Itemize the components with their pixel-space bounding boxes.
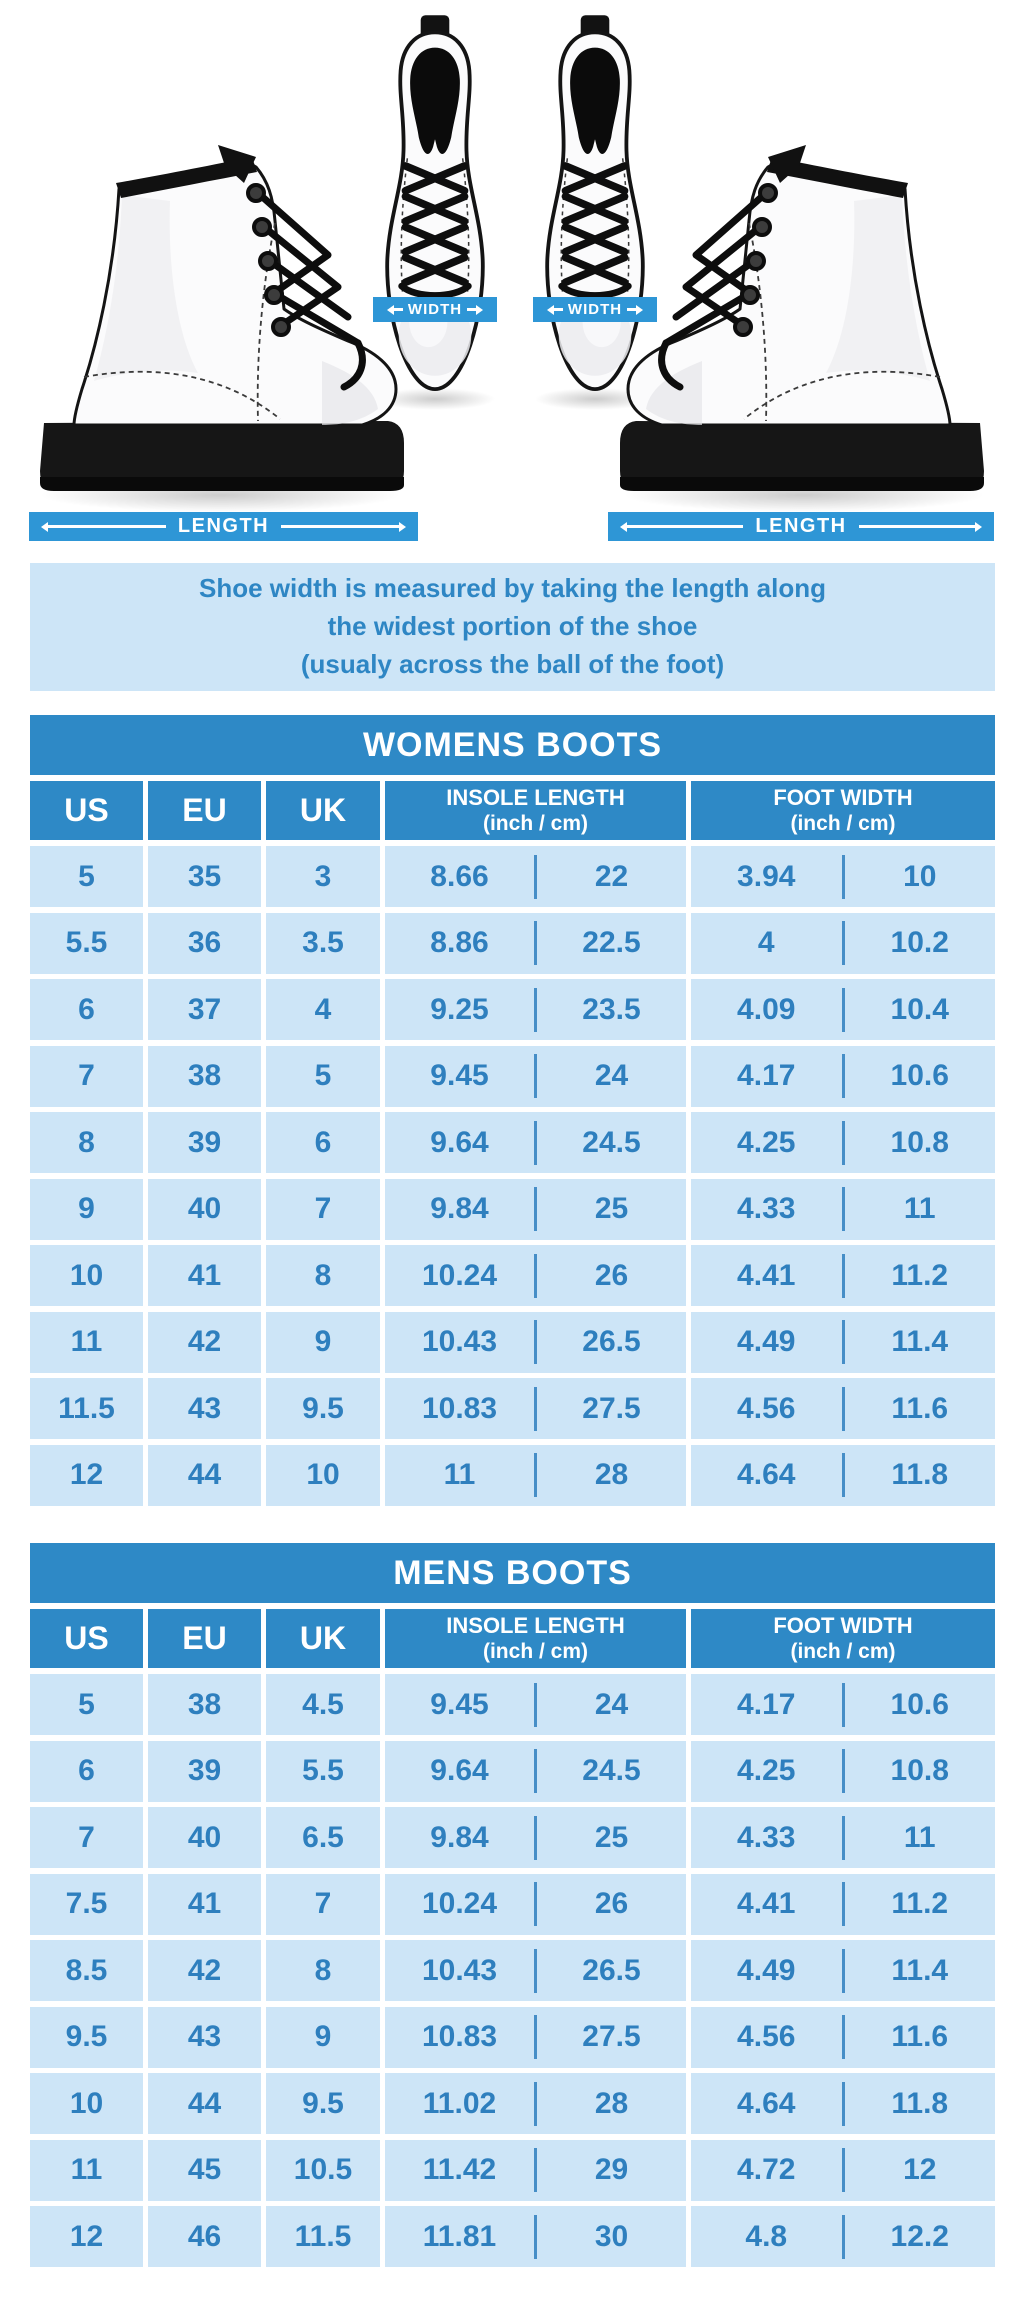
uk-cell: 6 [266, 1112, 380, 1173]
footwidth-cell [691, 2140, 995, 2201]
insole-cm-cell: 26 [594, 1887, 629, 1920]
header-insole-length [385, 1609, 686, 1668]
uk-cell: 9.5 [266, 2073, 380, 2134]
footwidth-cm-cell: 11.6 [891, 1391, 949, 1425]
uk-cell: 8 [266, 1245, 380, 1306]
cell-divider [842, 1816, 845, 1860]
header-uk: UK [266, 781, 380, 840]
footwidth-inch-cell: 4.56 [737, 2020, 796, 2053]
footwidth-inch-cell: 4.64 [737, 1458, 796, 1491]
cell-divider [534, 1949, 537, 1993]
cell-divider [534, 2015, 537, 2059]
insole-inch-cell: 10.43 [421, 1953, 498, 1987]
cell-divider [842, 1387, 845, 1431]
header-foot-title: FOOT WIDTH [773, 1612, 913, 1638]
insole-inch-cell: 11.42 [422, 2153, 497, 2186]
footwidth-cell [691, 913, 995, 974]
cell-divider [842, 1453, 845, 1497]
cell-divider [534, 921, 537, 965]
size-row [30, 1741, 995, 1802]
right-arrow-icon [467, 305, 483, 315]
uk-cell: 9 [266, 2007, 380, 2068]
right-arrow-icon [859, 522, 982, 532]
header-insole-title: INSOLE LENGTH [446, 784, 625, 810]
header-foot-title: FOOT WIDTH [773, 784, 913, 810]
mens-boots-table [30, 1543, 995, 2267]
footwidth-cm-cell: 11.2 [891, 1887, 949, 1920]
cell-divider [534, 855, 537, 899]
uk-cell: 10.5 [266, 2140, 380, 2201]
insole-cm-cell: 23.5 [582, 992, 641, 1026]
size-row [30, 1378, 995, 1439]
header-us: US [30, 1609, 143, 1668]
cell-divider [534, 1254, 537, 1298]
boot-side-left-image [22, 125, 412, 510]
header-insole-units: (inch / cm) [482, 812, 588, 836]
eu-cell: 40 [148, 1179, 261, 1240]
header-foot-units: (inch / cm) [790, 812, 896, 836]
eu-cell: 44 [148, 2073, 261, 2134]
us-cell: 11 [30, 2140, 143, 2201]
footwidth-inch-cell: 4.09 [737, 992, 796, 1026]
footwidth-cell [691, 1807, 995, 1868]
cell-divider [534, 2215, 537, 2259]
note-line-3: (usualy across the ball of the foot) [300, 648, 725, 679]
boot-side-right-image [612, 125, 1002, 510]
note-line-1: Shoe width is measured by taking the length along [199, 573, 826, 604]
footwidth-cell [691, 2007, 995, 2068]
eu-cell: 37 [148, 979, 261, 1040]
insole-cell [385, 2007, 686, 2068]
header-insole-length [385, 781, 686, 840]
uk-cell: 10 [266, 1445, 380, 1506]
us-cell: 12 [30, 2206, 143, 2267]
footwidth-cell [691, 1046, 995, 1107]
uk-cell: 11.5 [266, 2206, 380, 2267]
us-cell: 6 [30, 979, 143, 1040]
eu-cell: 44 [148, 1445, 261, 1506]
insole-cm-cell: 25 [594, 1192, 629, 1225]
size-row [30, 2206, 995, 2267]
footwidth-cell [691, 1874, 995, 1935]
us-cell: 10 [30, 1245, 143, 1306]
eu-cell: 36 [148, 913, 261, 974]
size-row [30, 846, 995, 907]
footwidth-cm-cell: 11.4 [891, 1325, 949, 1358]
footwidth-cm-cell: 10.8 [890, 1754, 949, 1787]
womens-table-title: WOMENS BOOTS [30, 715, 995, 775]
header-eu: EU [148, 1609, 261, 1668]
footwidth-inch-cell: 4.17 [737, 1687, 796, 1721]
insole-cell [385, 1741, 686, 1802]
cell-divider [842, 1320, 845, 1364]
cell-divider [842, 2015, 845, 2059]
insole-cm-cell: 30 [594, 2219, 629, 2253]
footwidth-cm-cell: 12 [903, 2153, 937, 2186]
footwidth-cell [691, 1378, 995, 1439]
footwidth-cm-cell: 11 [903, 1192, 936, 1225]
left-arrow-icon [547, 305, 563, 315]
insole-cm-cell: 28 [594, 2086, 629, 2120]
header-uk: UK [266, 1609, 380, 1668]
eu-cell: 43 [148, 2007, 261, 2068]
size-row [30, 1874, 995, 1935]
insole-cell [385, 913, 686, 974]
uk-cell: 5 [266, 1046, 380, 1107]
us-cell: 11 [30, 1312, 143, 1373]
size-row [30, 1179, 995, 1240]
us-cell: 5.5 [30, 913, 143, 974]
womens-table-rows [30, 846, 995, 1506]
cell-divider [842, 1683, 845, 1727]
uk-cell: 9 [266, 1312, 380, 1373]
footwidth-cm-cell: 10.6 [890, 1687, 949, 1721]
cell-divider [842, 1749, 845, 1793]
cell-divider [842, 1187, 845, 1231]
cell-divider [534, 1882, 537, 1926]
footwidth-inch-cell: 4.49 [737, 1325, 796, 1358]
eu-cell: 42 [148, 1940, 261, 2001]
left-arrow-icon [620, 522, 743, 532]
insole-cm-cell: 26.5 [582, 1325, 641, 1358]
footwidth-cm-cell: 10.8 [890, 1125, 949, 1159]
cell-divider [534, 1453, 537, 1497]
insole-cm-cell: 26 [594, 1258, 629, 1292]
footwidth-cm-cell: 10 [903, 859, 937, 893]
size-row [30, 1312, 995, 1373]
left-arrow-icon [41, 522, 166, 532]
uk-cell: 8 [266, 1940, 380, 2001]
eu-cell: 46 [148, 2206, 261, 2267]
us-cell: 8.5 [30, 1940, 143, 2001]
footwidth-cm-cell: 12.2 [890, 2219, 949, 2253]
cell-divider [534, 2148, 537, 2192]
cell-divider [842, 2148, 845, 2192]
us-cell: 12 [30, 1445, 143, 1506]
cell-divider [534, 1387, 537, 1431]
footwidth-inch-cell: 4 [757, 926, 775, 959]
header-foot-width [691, 781, 995, 840]
footwidth-cell [691, 1940, 995, 2001]
us-cell: 5 [30, 846, 143, 907]
insole-inch-cell: 8.66 [430, 859, 489, 893]
footwidth-inch-cell: 4.25 [737, 1125, 796, 1159]
insole-inch-cell: 9.25 [430, 992, 489, 1026]
footwidth-inch-cell: 4.64 [737, 2086, 796, 2120]
width-measurement-note [30, 563, 995, 691]
size-row [30, 979, 995, 1040]
right-arrow-icon [281, 522, 406, 532]
header-foot-units: (inch / cm) [790, 1640, 896, 1664]
uk-cell: 6.5 [266, 1807, 380, 1868]
width-measure-band-left [373, 297, 497, 322]
width-measure-band-right [533, 297, 657, 322]
footwidth-cm-cell: 10.2 [890, 926, 949, 959]
us-cell: 7 [30, 1046, 143, 1107]
size-row [30, 1674, 995, 1735]
left-arrow-icon [387, 305, 403, 315]
width-label: WIDTH [407, 301, 463, 318]
insole-cm-cell: 24 [594, 1687, 629, 1721]
uk-cell: 3.5 [266, 913, 380, 974]
insole-inch-cell: 11.02 [422, 2086, 497, 2120]
footwidth-cm-cell: 11.4 [891, 1953, 949, 1987]
womens-table-header-row [30, 781, 995, 840]
eu-cell: 41 [148, 1874, 261, 1935]
boots-photo-section [0, 0, 1024, 560]
insole-cm-cell: 22 [594, 859, 629, 893]
insole-cm-cell: 24.5 [582, 1125, 641, 1159]
footwidth-cell [691, 1741, 995, 1802]
length-measure-bar-left [29, 512, 418, 541]
eu-cell: 35 [148, 846, 261, 907]
footwidth-cell [691, 1312, 995, 1373]
eu-cell: 40 [148, 1807, 261, 1868]
size-row [30, 1245, 995, 1306]
cell-divider [842, 1254, 845, 1298]
us-cell: 8 [30, 1112, 143, 1173]
header-eu: EU [148, 781, 261, 840]
footwidth-inch-cell: 4.17 [737, 1059, 796, 1092]
uk-cell: 4 [266, 979, 380, 1040]
insole-cell [385, 1179, 686, 1240]
footwidth-cm-cell: 11 [903, 1820, 936, 1854]
uk-cell: 7 [266, 1874, 380, 1935]
insole-cell [385, 1378, 686, 1439]
insole-inch-cell: 9.64 [430, 1754, 489, 1787]
footwidth-inch-cell: 4.33 [737, 1192, 796, 1225]
footwidth-inch-cell: 4.8 [745, 2219, 788, 2253]
insole-inch-cell: 10.43 [421, 1325, 498, 1358]
eu-cell: 42 [148, 1312, 261, 1373]
insole-cell [385, 1046, 686, 1107]
insole-cm-cell: 29 [594, 2153, 629, 2186]
cell-divider [842, 2215, 845, 2259]
uk-cell: 9.5 [266, 1378, 380, 1439]
footwidth-inch-cell: 4.56 [737, 1391, 796, 1425]
insole-inch-cell: 9.45 [430, 1059, 489, 1092]
footwidth-cm-cell: 10.4 [890, 992, 949, 1026]
right-arrow-icon [627, 305, 643, 315]
insole-inch-cell: 9.64 [430, 1125, 489, 1159]
insole-cm-cell: 24.5 [582, 1754, 641, 1787]
cell-divider [534, 1816, 537, 1860]
uk-cell: 5.5 [266, 1741, 380, 1802]
uk-cell: 4.5 [266, 1674, 380, 1735]
cell-divider [534, 1749, 537, 1793]
insole-inch-cell: 10.24 [421, 1887, 498, 1920]
cell-divider [534, 2082, 537, 2126]
cell-divider [534, 988, 537, 1032]
size-row [30, 1445, 995, 1506]
insole-inch-cell: 9.84 [430, 1820, 489, 1854]
insole-cell [385, 1940, 686, 2001]
eu-cell: 41 [148, 1245, 261, 1306]
footwidth-cm-cell: 11.8 [891, 2086, 949, 2120]
womens-boots-table [30, 715, 995, 1506]
size-row [30, 1046, 995, 1107]
insole-cm-cell: 24 [594, 1059, 629, 1092]
footwidth-inch-cell: 4.33 [737, 1820, 796, 1854]
us-cell: 5 [30, 1674, 143, 1735]
boot-top-left-image [373, 8, 497, 404]
insole-cm-cell: 22.5 [582, 926, 641, 959]
insole-inch-cell: 10.83 [421, 1391, 498, 1425]
eu-cell: 39 [148, 1741, 261, 1802]
cell-divider [534, 1187, 537, 1231]
cell-divider [842, 855, 845, 899]
footwidth-inch-cell: 4.41 [737, 1887, 796, 1920]
size-row [30, 1112, 995, 1173]
insole-inch-cell: 9.84 [430, 1192, 489, 1225]
footwidth-inch-cell: 4.72 [737, 2153, 796, 2186]
footwidth-cell [691, 846, 995, 907]
insole-cm-cell: 27.5 [582, 2020, 641, 2053]
insole-inch-cell: 11.81 [422, 2219, 497, 2253]
eu-cell: 43 [148, 1378, 261, 1439]
cell-divider [842, 988, 845, 1032]
insole-cell [385, 1112, 686, 1173]
insole-cm-cell: 25 [594, 1820, 629, 1854]
size-row [30, 2073, 995, 2134]
length-measure-bar-right [608, 512, 994, 541]
size-row [30, 1807, 995, 1868]
mens-table-title: MENS BOOTS [30, 1543, 995, 1603]
footwidth-cell [691, 979, 995, 1040]
cell-divider [842, 1121, 845, 1165]
cell-divider [842, 1882, 845, 1926]
footwidth-cm-cell: 11.2 [891, 1258, 949, 1292]
insole-cell [385, 1245, 686, 1306]
cell-divider [534, 1121, 537, 1165]
insole-cell [385, 1807, 686, 1868]
us-cell: 9.5 [30, 2007, 143, 2068]
header-insole-units: (inch / cm) [482, 1640, 588, 1664]
eu-cell: 38 [148, 1046, 261, 1107]
footwidth-cell [691, 1245, 995, 1306]
width-label: WIDTH [567, 301, 623, 318]
uk-cell: 7 [266, 1179, 380, 1240]
insole-cell [385, 1312, 686, 1373]
cell-divider [842, 1054, 845, 1098]
length-label: LENGTH [755, 515, 847, 537]
footwidth-cm-cell: 10.6 [890, 1059, 949, 1092]
insole-cm-cell: 27.5 [582, 1391, 641, 1425]
us-cell: 11.5 [30, 1378, 143, 1439]
insole-inch-cell: 10.83 [421, 2020, 498, 2053]
note-line-2: the widest portion of the shoe [327, 611, 698, 642]
size-row [30, 2007, 995, 2068]
insole-inch-cell: 9.45 [430, 1687, 489, 1721]
length-label: LENGTH [177, 515, 270, 537]
insole-cell [385, 2073, 686, 2134]
mens-table-rows [30, 1674, 995, 2267]
cell-divider [842, 921, 845, 965]
cell-divider [534, 1320, 537, 1364]
header-us: US [30, 781, 143, 840]
boot-top-right-image [533, 8, 657, 404]
insole-cell [385, 1674, 686, 1735]
uk-cell: 3 [266, 846, 380, 907]
cell-divider [842, 2082, 845, 2126]
insole-cell [385, 1874, 686, 1935]
cell-divider [534, 1054, 537, 1098]
footwidth-inch-cell: 3.94 [737, 859, 796, 893]
insole-cell [385, 2140, 686, 2201]
header-foot-width [691, 1609, 995, 1668]
us-cell: 7.5 [30, 1874, 143, 1935]
insole-cell [385, 979, 686, 1040]
insole-cell [385, 1445, 686, 1506]
footwidth-inch-cell: 4.25 [737, 1754, 796, 1787]
footwidth-cm-cell: 11.6 [891, 2020, 949, 2053]
size-row [30, 2140, 995, 2201]
footwidth-inch-cell: 4.49 [737, 1953, 796, 1987]
insole-cm-cell: 26.5 [582, 1953, 641, 1987]
footwidth-cm-cell: 11.8 [891, 1458, 949, 1491]
footwidth-inch-cell: 4.41 [737, 1258, 796, 1292]
size-row [30, 1940, 995, 2001]
footwidth-cell [691, 1445, 995, 1506]
insole-inch-cell: 8.86 [430, 926, 489, 959]
insole-inch-cell: 11 [443, 1458, 476, 1491]
insole-cell [385, 846, 686, 907]
footwidth-cell [691, 2073, 995, 2134]
insole-cm-cell: 28 [594, 1458, 629, 1491]
mens-table-header-row [30, 1609, 995, 1668]
us-cell: 7 [30, 1807, 143, 1868]
insole-cell [385, 2206, 686, 2267]
us-cell: 6 [30, 1741, 143, 1802]
us-cell: 10 [30, 2073, 143, 2134]
cell-divider [534, 1683, 537, 1727]
footwidth-cell [691, 2206, 995, 2267]
eu-cell: 39 [148, 1112, 261, 1173]
size-row [30, 913, 995, 974]
eu-cell: 38 [148, 1674, 261, 1735]
eu-cell: 45 [148, 2140, 261, 2201]
insole-inch-cell: 10.24 [421, 1258, 498, 1292]
footwidth-cell [691, 1179, 995, 1240]
footwidth-cell [691, 1674, 995, 1735]
us-cell: 9 [30, 1179, 143, 1240]
cell-divider [842, 1949, 845, 1993]
header-insole-title: INSOLE LENGTH [446, 1612, 625, 1638]
footwidth-cell [691, 1112, 995, 1173]
